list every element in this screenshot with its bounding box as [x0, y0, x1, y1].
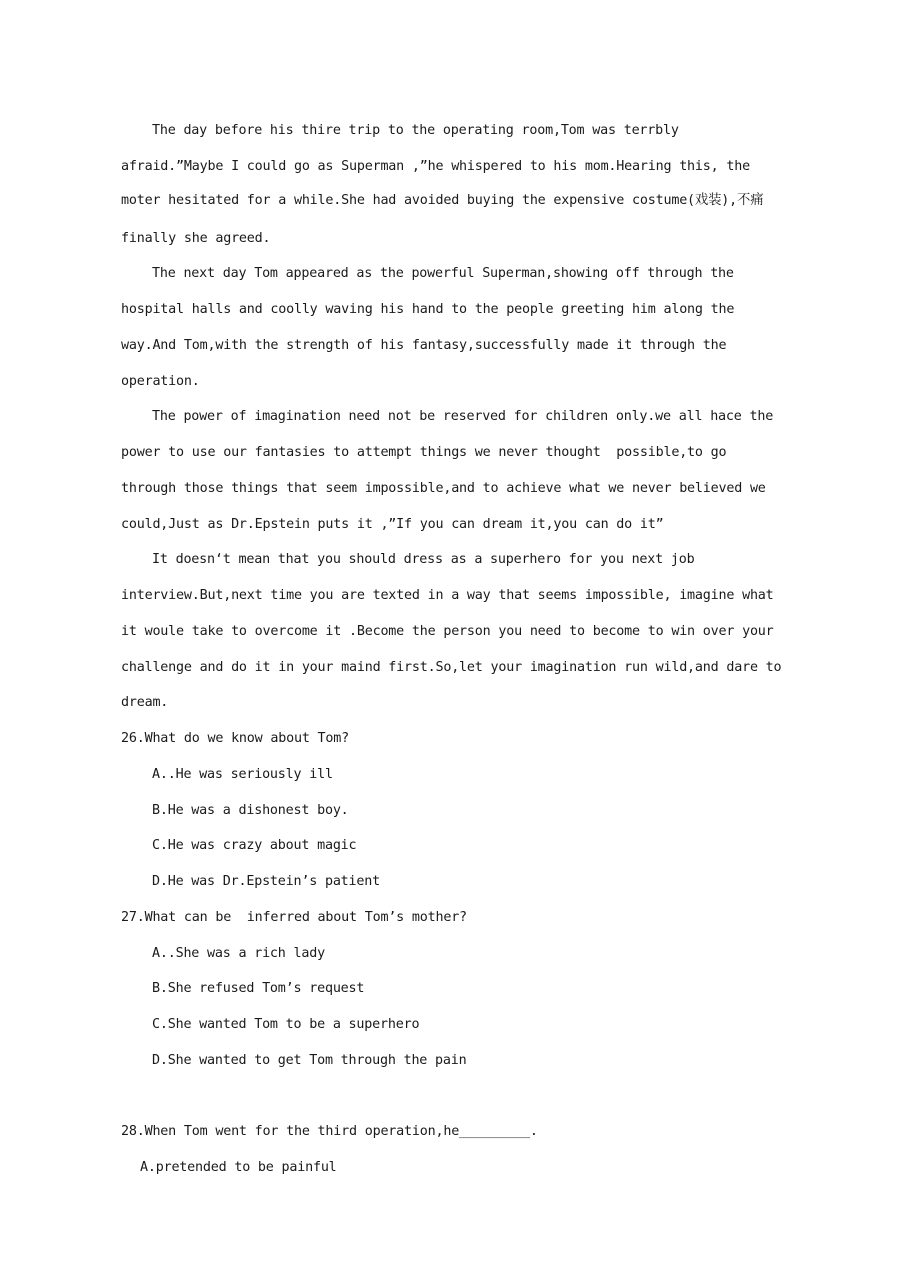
- passage-line: It doesn‘t mean that you should dress as a superhero for you next job: [152, 552, 695, 567]
- passage-line: interview.But,next time you are texted in a way that seems impossible, imagine what: [121, 588, 774, 603]
- answer-option: B.She refused Tom’s request: [152, 981, 365, 996]
- passage-line: way.And Tom,with the strength of his fantasy,successfully made it through the: [121, 338, 727, 353]
- passage-line: it woule take to overcome it .Become the person you need to become to win over your: [121, 624, 774, 639]
- passage-line: dream.: [121, 695, 169, 710]
- passage-line: power to use our fantasies to attempt things we never thought possible,to go: [121, 445, 727, 460]
- passage-line: operation.: [121, 374, 200, 389]
- passage-line: finally she agreed.: [121, 231, 271, 246]
- passage-line: The next day Tom appeared as the powerful Superman,showing off through the: [152, 266, 734, 281]
- answer-option: B.He was a dishonest boy.: [152, 803, 349, 818]
- answer-option: A..He was seriously ill: [152, 767, 333, 782]
- passage-line: could,Just as Dr.Epstein puts it ,”If you can dream it,you can do it”: [121, 517, 664, 532]
- passage-line: afraid.”Maybe I could go as Superman ,”he whispered to his mom.Hearing this, the: [121, 159, 750, 174]
- answer-option: C.He was crazy about magic: [152, 838, 357, 853]
- passage-line: through those things that seem impossible,and to achieve what we never believed we: [121, 481, 766, 496]
- question-stem: 26.What do we know about Tom?: [121, 731, 349, 746]
- passage-line: The power of imagination need not be reserved for children only.we all hace the: [152, 409, 774, 424]
- passage-line: hospital halls and coolly waving his hand to the people greeting him along the: [121, 302, 735, 317]
- answer-option: D.She wanted to get Tom through the pain: [152, 1053, 467, 1068]
- question-stem: 27.What can be inferred about Tom’s mother?: [121, 910, 467, 925]
- question-stem: 28.When Tom went for the third operation,he_________.: [121, 1124, 538, 1139]
- answer-option: D.He was Dr.Epstein’s patient: [152, 874, 380, 889]
- passage-line: moter hesitated for a while.She had avoided buying the expensive costume(戏装),不痛: [121, 193, 764, 208]
- answer-option: A..She was a rich lady: [152, 946, 325, 961]
- answer-option: A.pretended to be painful: [140, 1160, 337, 1175]
- answer-option: C.She wanted Tom to be a superhero: [152, 1017, 420, 1032]
- passage-line: challenge and do it in your maind first.So,let your imagination run wild,and dare to: [121, 660, 782, 675]
- passage-line: The day before his thire trip to the operating room,Tom was terrbly: [152, 123, 679, 138]
